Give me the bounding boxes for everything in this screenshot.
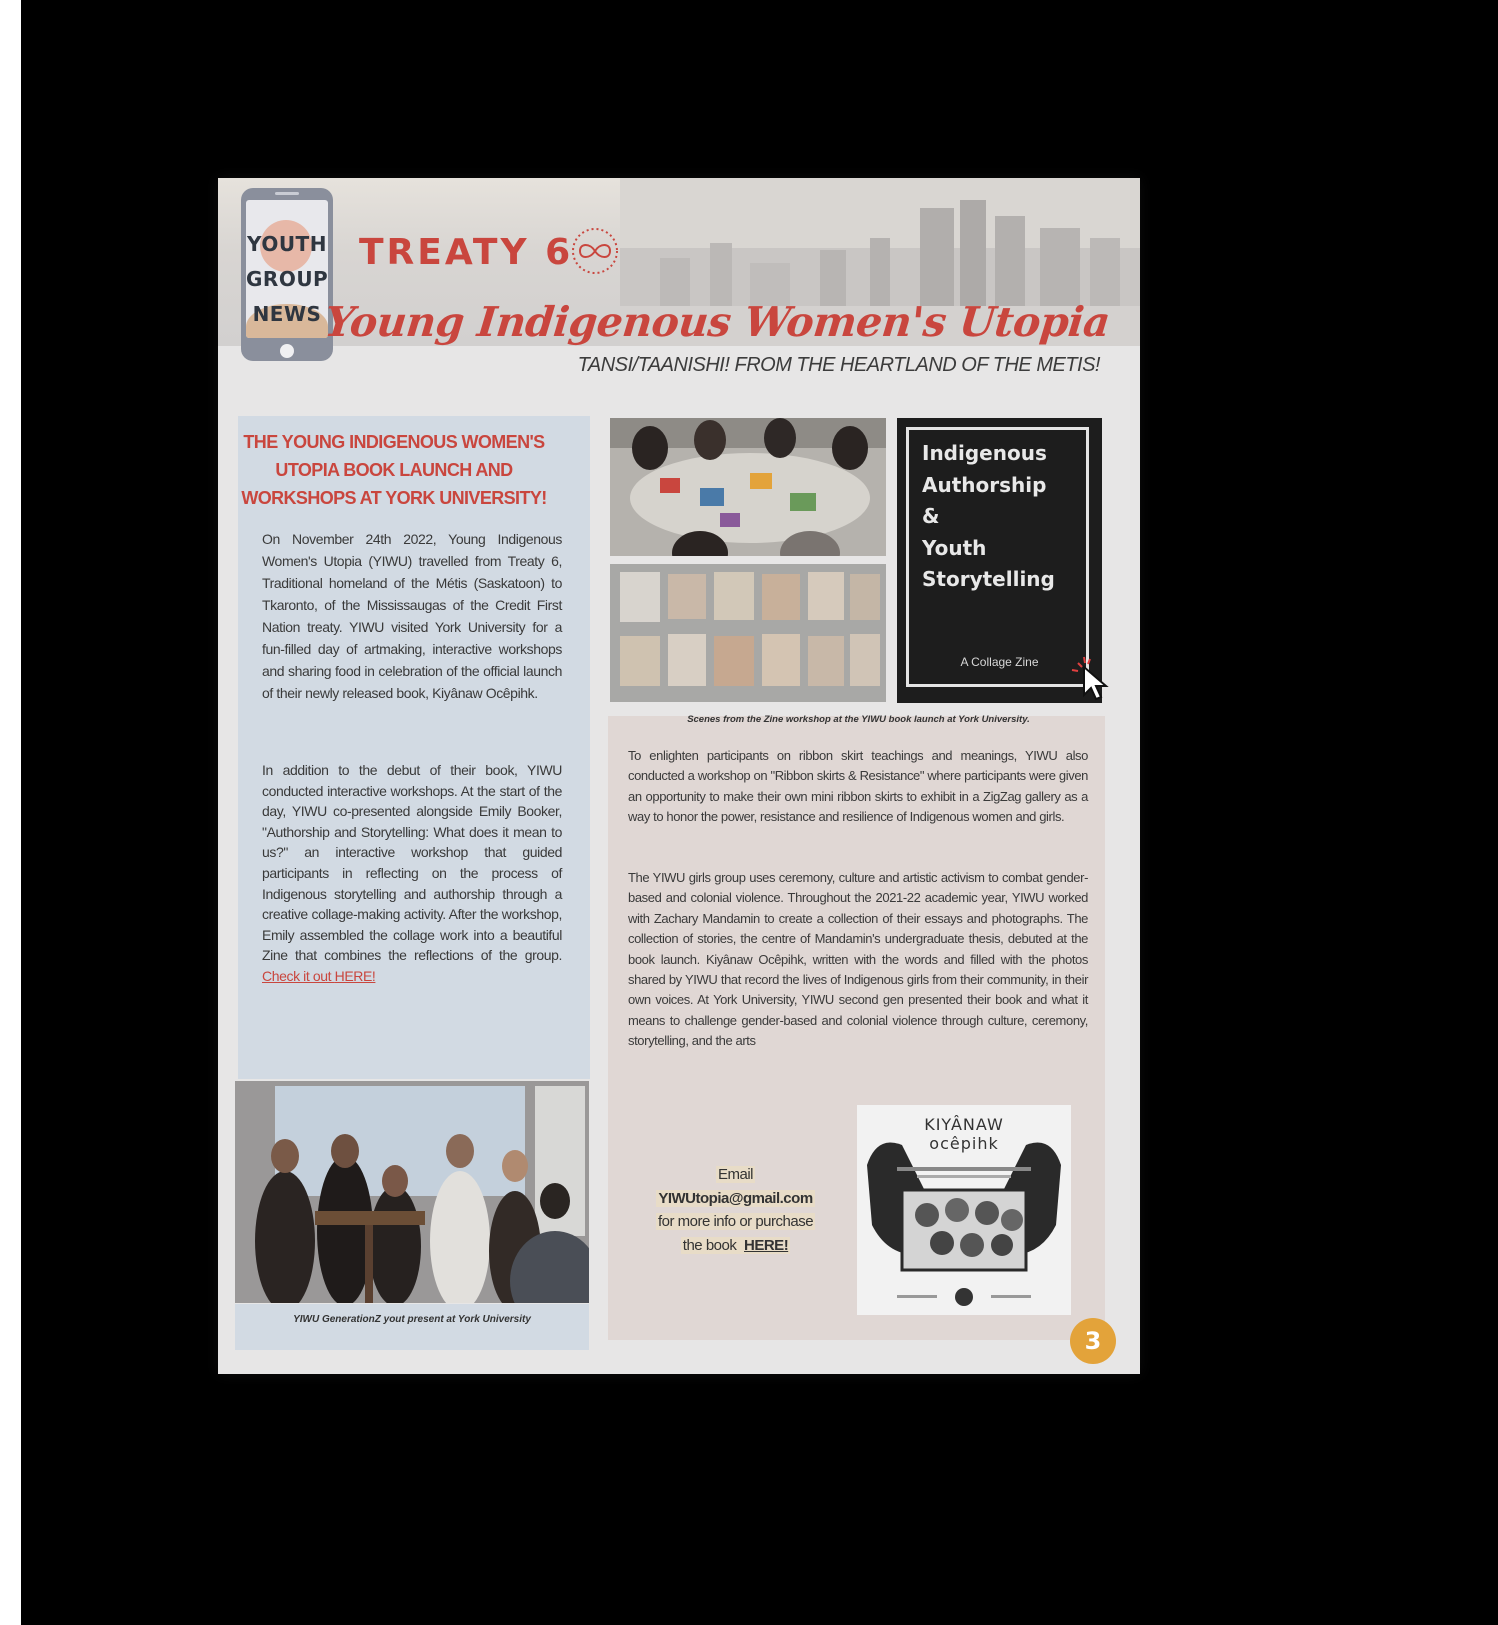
email-address-link[interactable]	[656, 1190, 814, 1207]
email-address-line	[628, 1187, 843, 1211]
email-label-text: Email	[717, 1166, 753, 1183]
logo-line-3: NEWS	[252, 302, 322, 326]
youth-group-news-logo	[241, 188, 333, 361]
right-paragraph-1: To enlighten participants on ribbon skirt teachings and meanings, YIWU also conducted a workshop on "Ribbon skirts & Resistance" where participants were given an opportunity to make their own mini ribbon skirts to exhibit in a ZigZag gallery as a way to honor the power, resistance and resilience of Indigenous women and girls.	[628, 748, 1088, 825]
heading-line: THE YOUNG INDIGENOUS WOMEN'S	[243, 432, 545, 452]
check-it-out-link[interactable]	[262, 968, 375, 984]
paragraph-text: In addition to the debut of their book, YIWU conducted interactive workshops. At the start of the day, YIWU co-presented alongside Emily Booker, "Authorship and Storytelling: What does it mean to us?" an interactive workshop that guided participants in reflecting on the process of Indigenous storytelling and authorship through a creative collage-making activity. After the workshop, Emily assembled the collage work into a beautiful Zine that combines the reflections of the group.	[262, 762, 562, 964]
link-text: HERE!	[334, 967, 376, 984]
infinity-symbol-icon	[570, 226, 620, 276]
left-article-heading	[238, 428, 550, 512]
right-paragraph-2: The YIWU girls group uses ceremony, culture and artistic activism to combat gender-based and colonial violence. Throughout the 2021-22 academic year, YIWU worked with Zachary Mandamin to create a collection of their essays and photographs. The collection of stories, the centre of Mandamin's undergraduate thesis, debuted at the book launch. Kiyânaw Ocêpihk, written with the words and filled with the photos shared by YIWU that record the lives of Indigenous girls from their community, in their own voices. At York University, YIWU second gen presented their book and what it means to challenge gender-based and colonial violence through culture, ceremony, storytelling, and the arts	[628, 870, 1088, 1049]
email-contact-block	[628, 1163, 843, 1257]
logo-line-1: YOUTH	[247, 232, 327, 256]
phone-home-button	[280, 344, 294, 358]
zine-title-line: &	[922, 504, 940, 528]
page-number-badge: 3	[1070, 1318, 1116, 1364]
heading-line: UTOPIA BOOK LAUNCH AND	[275, 460, 513, 480]
email-info-text: for more info or purchase	[657, 1213, 814, 1230]
heading-line: WORKSHOPS AT YORK UNIVERSITY!	[241, 488, 547, 508]
workshop-table-photo	[610, 418, 886, 556]
left-paragraph-2	[262, 760, 562, 987]
collage-board-photo	[610, 564, 886, 702]
purchase-prefix: the book	[682, 1236, 741, 1254]
zine-title	[922, 438, 1082, 596]
book-title-line: ocêpihk	[929, 1134, 999, 1153]
left-caption-panel	[235, 1304, 589, 1350]
zine-title-line: Authorship	[922, 472, 1047, 497]
treaty-heading: TREATY 6	[359, 232, 574, 273]
phone-speaker	[275, 192, 299, 195]
zine-subtitle: A Collage Zine	[960, 655, 1039, 669]
purchase-line	[628, 1234, 843, 1258]
cursor-click-icon	[1070, 655, 1118, 703]
book-cover-art	[857, 1105, 1071, 1315]
left-photo-caption: YIWU GenerationZ yout present at York University	[293, 1314, 531, 1325]
book-title-line: KIYÂNAW	[924, 1115, 1004, 1134]
newsletter-page	[218, 178, 1140, 1374]
zine-title-line: Storytelling	[922, 567, 1055, 591]
left-paragraph-1: On November 24th 2022, Young Indigenous Women's Utopia (YIWU) travelled from Treaty 6, Traditional homeland of the Métis (Saskatoon) to Tkaronto, of the Mississaugas of the Credit First Nation treaty. YIWU visited York University for a fun-filled day of artmaking, interactive workshops and sharing food in celebration of the official launch of their newly released book, Kiyânaw Ocêpihk.	[262, 531, 562, 701]
zine-title-line: Youth	[922, 535, 987, 560]
right-photo-caption: Scenes from the Zine workshop at the YIWU book launch at York University.	[687, 714, 1030, 725]
link-prefix: Check it out	[262, 967, 335, 984]
workshop-table-image	[610, 418, 886, 556]
purchase-link-text: HERE!	[744, 1236, 789, 1254]
logo-line-2: GROUP	[246, 267, 328, 291]
email-label	[628, 1163, 843, 1187]
phone-screen	[246, 200, 328, 338]
email-info-line	[628, 1210, 843, 1234]
zine-title-line: Indigenous	[922, 441, 1047, 465]
group-presentation-photo	[235, 1081, 589, 1303]
backdrop	[21, 0, 1498, 1625]
newsletter-title: Young Indigenous Women's Utopia	[322, 298, 1113, 346]
collage-board-image	[610, 564, 886, 702]
book-cover	[857, 1105, 1071, 1315]
purchase-link[interactable]	[742, 1237, 790, 1254]
newsletter-subtitle: TANSI/TAANISHI! FROM THE HEARTLAND OF THE METIS!	[577, 354, 1100, 376]
presentation-photo-image	[235, 1081, 589, 1303]
email-address: YIWUtopia@gmail.com	[658, 1189, 813, 1207]
